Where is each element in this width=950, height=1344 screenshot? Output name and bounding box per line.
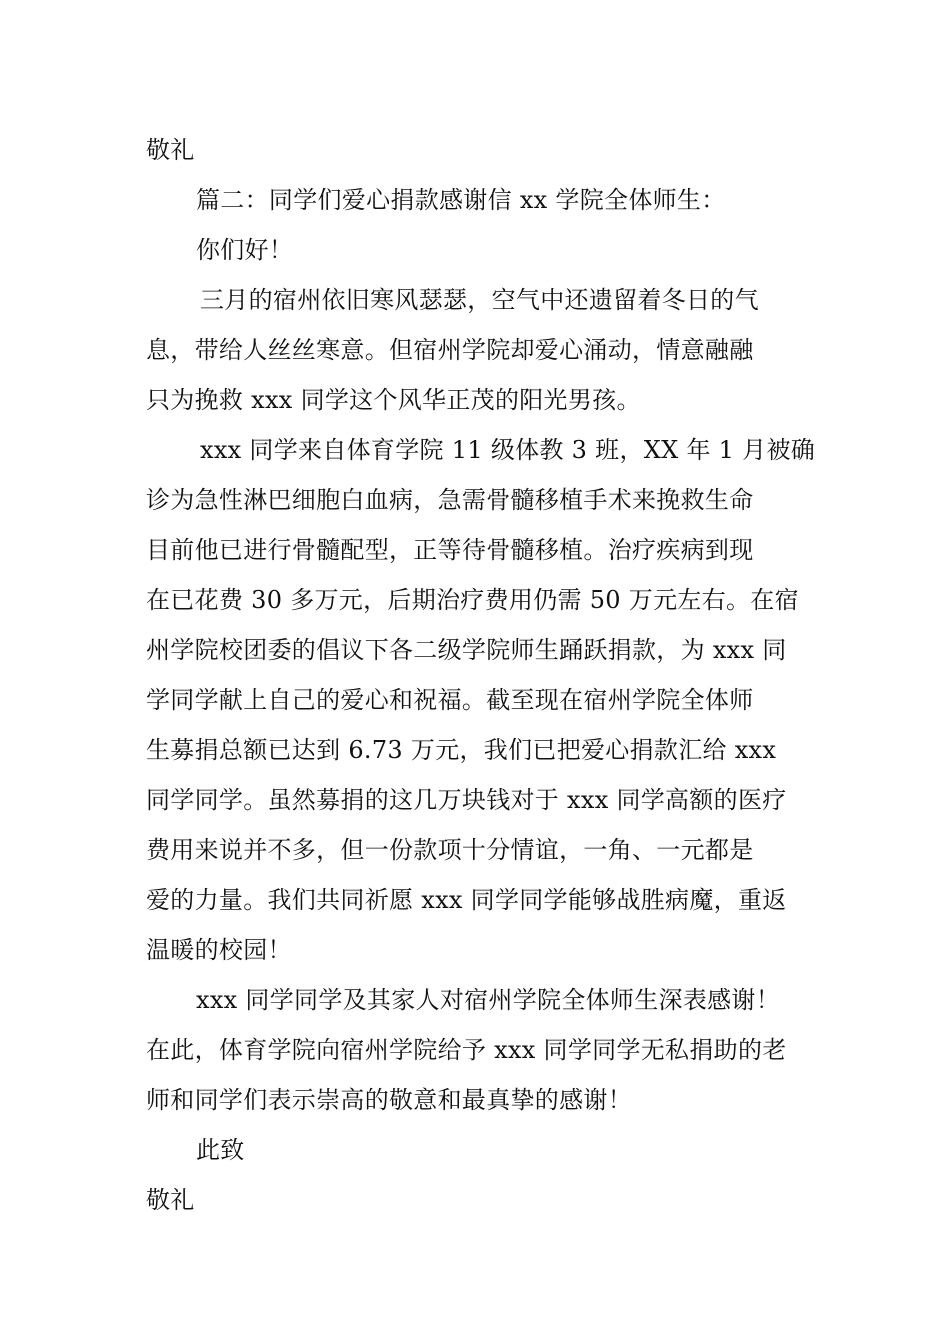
- paragraph-1-line-2: 息，带给人丝丝寒意。但宿州学院却爱心涌动，情意融融: [146, 336, 754, 364]
- paragraph-2-line-5: 州学院校团委的倡议下各二级学院师生踊跃捐款，为 xxx 同: [146, 636, 787, 664]
- paragraph-3-line-2: 在此，体育学院向宿州学院给予 xxx 同学同学无私捐助的老: [146, 1036, 787, 1064]
- paragraph-2-line-8: 同学同学。虽然募捐的这几万块钱对于 xxx 同学高额的医疗: [146, 786, 787, 814]
- paragraph-1-line-1: 三月的宿州依旧寒风瑟瑟，空气中还遗留着冬日的气: [200, 286, 759, 314]
- paragraph-2-line-11: 温暖的校园！: [146, 936, 292, 964]
- paragraph-2-line-1: xxx 同学来自体育学院 11 级体教 3 班，XX 年 1 月被确: [200, 436, 816, 464]
- paragraph-2-line-7: 生募捐总额已达到 6.73 万元，我们已把爱心捐款汇给 xxx: [146, 736, 777, 764]
- paragraph-3-line-3: 师和同学们表示崇高的敬意和最真挚的感谢！: [146, 1086, 632, 1114]
- paragraph-2-line-2: 诊为急性淋巴细胞白血病，急需骨髓移植手术来挽救生命: [146, 486, 754, 514]
- section-heading: 篇二：同学们爱心捐款感谢信 xx 学院全体师生：: [196, 186, 726, 214]
- paragraph-2-line-3: 目前他已进行骨髓配型，正等待骨髓移植。治疗疾病到现: [146, 536, 754, 564]
- paragraph-2-line-9: 费用来说并不多，但一份款项十分情谊，一角、一元都是: [146, 836, 754, 864]
- paragraph-2-line-4: 在已花费 30 多万元，后期治疗费用仍需 50 万元左右。在宿: [146, 586, 799, 614]
- closing-salutation: 敬礼: [146, 1186, 195, 1214]
- paragraph-2-line-10: 爱的力量。我们共同祈愿 xxx 同学同学能够战胜病魔，重返: [146, 886, 787, 914]
- paragraph-1-line-3: 只为挽救 xxx 同学这个风华正茂的阳光男孩。: [146, 386, 641, 414]
- paragraph-2-line-6: 学同学献上自己的爱心和祝福。截至现在宿州学院全体师: [146, 686, 754, 714]
- greeting: 你们好！: [196, 236, 294, 264]
- closing-salutation-top: 敬礼: [146, 136, 195, 164]
- paragraph-3-line-1: xxx 同学同学及其家人对宿州学院全体师生深表感谢！: [196, 986, 781, 1014]
- closing-phrase: 此致: [196, 1136, 245, 1164]
